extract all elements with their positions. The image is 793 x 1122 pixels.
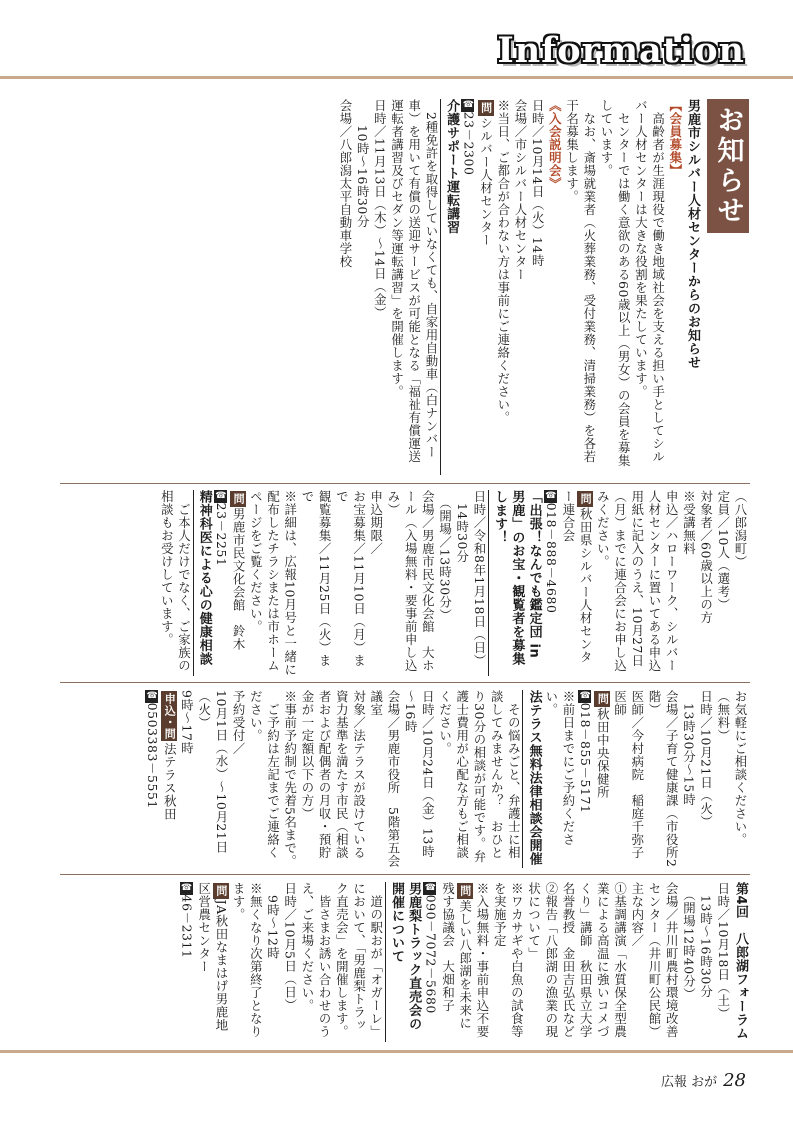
kaigo-time: 10時～16時30分 — [355, 125, 371, 228]
nashi-title: 男鹿梨トラック直売会の開催について — [385, 882, 422, 1042]
kantei-d2: 観覧募集／11月25日（火）まで — [299, 490, 333, 667]
seishin-p2: お気軽にご相談ください。 — [733, 690, 748, 846]
hachiro-item3: ※ワカサギや白魚の試食等を実施予定 — [492, 882, 525, 1038]
kantei-tel: 23－2251 — [213, 502, 229, 567]
seishin-venue: 会場／子育て健康課（市役所2階） — [646, 690, 680, 868]
phone-icon: ☎ — [147, 691, 158, 702]
kantei-venue: 会場／男鹿市民文化会館 大ホール（入場無料・要事前申し込み） — [385, 490, 436, 672]
houterasu-p1: その悩みごと、弁護士に相談してみませんか？ おひとり30分の相談が可能です。弁護士費用が心配な方もご相談ください。 — [437, 690, 522, 863]
silver-center-article — [61, 99, 701, 475]
silver-recruit-tag: 【会員募集】 — [667, 99, 683, 177]
seishin-contact-label: 問 — [596, 693, 610, 705]
kaigo-p1: 2種免許を取得していなくても、自家用自動車（白ナンバー車）を用いて有償の送迎サービスが可能となる「福祉有償運送運転者講習及びセダン等運転講習」を開催します。 — [389, 99, 439, 463]
houterasu-note2: ご予約は左記までご連絡ください。 — [248, 690, 281, 859]
houterasu-tel: 0503383－5551 — [145, 702, 161, 809]
houterasu-venue: 会場／男鹿市役所 5階第五会議室 — [368, 690, 401, 868]
kantei-deadline: 申込期限／ — [368, 490, 384, 555]
band-divider-1 — [60, 483, 750, 484]
footer — [661, 1070, 746, 1091]
seishin-contact: 秋田中央保健所 — [595, 707, 611, 799]
middle-band — [59, 490, 749, 676]
silver2-contact: 秋田県シルバー人材センター連合会 — [560, 490, 594, 664]
silver2-contact-label: 問 — [579, 493, 593, 505]
hachiro-venue: 会場／井川町農村環境改善センター（井川町公民館） — [646, 882, 680, 1038]
nashi-date: 日時／10月5日（日） — [282, 882, 298, 1012]
silver-p1: 高齢者が生涯現役で働き地域社会を支える担い手としてシルバー人材センターは大きな役割を果たしています。 — [633, 99, 666, 463]
notice-badge-label: お知らせ — [712, 106, 744, 226]
seishin-date: 日時／10月21日（火） — [698, 690, 714, 828]
houterasu-date: 日時／10月24日（金）13時～16時 — [403, 690, 436, 858]
seishin-time: 13時30分～15時 — [681, 703, 697, 806]
nashi-contact-label: 問 — [214, 885, 228, 897]
silver-p2: センターでは働く意欲のある60歳以上（男女）の会員を募集しています。 — [598, 99, 632, 467]
kaigo-title: 介護サポート運転講習 — [440, 99, 460, 475]
nashi-time: 9時～12時 — [265, 895, 281, 960]
hachiro-free: ※入場無料・事前申込不要 — [474, 882, 490, 1038]
silver-venue: 会場／市シルバー人材センター — [512, 99, 528, 281]
silver-title: 男鹿市シルバー人材センターからのお知らせ — [685, 99, 700, 369]
kantei-note: ※詳細は、広報10月号と一緒に配布したチラシまたは市ホームページをご覧ください。 — [248, 490, 298, 676]
silver-p3: なお、斎場就業者（火葬業務、受付業務、清掃業務）を各若干名募集します。 — [564, 99, 597, 463]
houterasu-reserve-time: 9時～17時 — [179, 690, 195, 755]
hachiro-item2: ②報告「八郎湖の漁業の現状について」 — [526, 882, 559, 1038]
hachiro-title: 第4回 八郎湖フォーラム — [733, 882, 748, 1041]
hachiro-time: 13時～16時30分 — [698, 895, 714, 998]
seishin-p1: ご本人だけでなく、ご家族の相談もお受けしています。 — [159, 490, 192, 672]
phone-icon: ☎ — [463, 100, 474, 111]
nashi-p1: 道の駅おが「オガーレ」において、「男鹿梨トラック直売会」を開催します。 — [334, 882, 384, 1038]
silver-apply: 申込／ハローワーク、シルバー人材センターに置いてある申込用紙に記入のうえ、10月27日（月）までに連合会にお申し込みください。 — [595, 490, 680, 672]
silver-date: 日時／10月14日（火）14時 — [530, 99, 546, 267]
phone-icon: ☎ — [425, 883, 436, 894]
kaigo-date: 日時／11月13日（木）～14日（金） — [372, 99, 388, 319]
silver-contact: シルバー人材センター — [478, 116, 494, 247]
houterasu-target: 対象／法テラスが設けている資力基準を満たす市民（相談者および配偶者の月収・預貯金が一定額以下の方） — [299, 690, 367, 859]
hachiro-open: （開場12時40分） — [681, 895, 697, 1001]
houterasu-reserve: 予約受付／ — [231, 690, 247, 755]
nashi-note: ※無くなり次第終了となります。 — [231, 882, 264, 1038]
silver-target: 対象者／60歳以上の方 — [698, 490, 714, 624]
kantei-date: 日時／令和8年1月18日（日） — [471, 490, 487, 667]
kantei-d1: お宝募集／11月10日（月）まで — [334, 490, 367, 667]
phone-icon: ☎ — [580, 691, 591, 702]
hachiro-contact: 美しい八郎湖を未来に残す協議会 大畑和子 — [440, 882, 473, 1030]
band-divider-2 — [60, 682, 750, 683]
seishin-free: （無料） — [715, 690, 731, 742]
silver2-tel: 018－888－4680 — [543, 502, 559, 614]
kantei-title: 「出張！なんでも鑑定団 in 男鹿」のお宝・観覧者を募集します！ — [488, 490, 543, 676]
nashi-p2: 皆さまお誘い合わせのうえ、ご来場ください。 — [299, 882, 333, 1038]
lower-band — [59, 690, 749, 868]
silver-capacity: 定員／10人（選考） — [715, 490, 731, 611]
footer-label: 広報 おが — [660, 1075, 718, 1090]
hachiro-contact-label: 問 — [458, 885, 472, 897]
silver-seminar-tag: 《入会説明会》 — [547, 99, 563, 190]
page-number: 28 — [723, 1070, 746, 1091]
kantei-contact: 男鹿市民文化会館 鈴木 — [231, 507, 247, 651]
kantei-contact-label: 問 — [232, 493, 246, 505]
silver-tel: 23－2300 — [461, 111, 477, 176]
hachiro-item1: ①基調講演「水質保全型農業による高温に強いコメづくり」講師 秋田県立大学名誉教授 金田吉弘氏など — [560, 882, 628, 1038]
header-rule — [0, 76, 793, 79]
seishin-tel: 018－855－5171 — [578, 702, 594, 814]
kantei-time: 14時30分 — [454, 503, 470, 563]
houterasu-title: 法テラス無料法律相談会開催 — [522, 690, 542, 868]
phone-icon: ☎ — [215, 491, 226, 502]
silver-free: ※受講無料 — [681, 490, 697, 555]
bottom-band — [59, 882, 749, 1042]
page-title: Information — [497, 30, 745, 71]
seishin-note: ※前日までにご予約ください。 — [543, 690, 576, 846]
houterasu-note1: ※事前予約制で先着5名まで。 — [282, 690, 298, 868]
seishin-doctor: 医師／今村病院 稲庭千弥子医師 — [612, 690, 645, 859]
nashi-tel: 46－2311 — [179, 894, 195, 959]
silver-note: ※当日、ご都合が合わない方は事前にご連絡ください。 — [495, 99, 511, 424]
hachiro-tel: 090－7072－5680 — [423, 894, 439, 1014]
houterasu-contact-label: 申込・問 — [163, 693, 177, 740]
phone-icon: ☎ — [545, 491, 556, 502]
silver-venue2: （八郎潟町） — [733, 490, 748, 568]
kaigo-venue: 会場／八郎潟太平自動車学校 — [337, 99, 353, 268]
seishin-title: 精神科医による心の健康相談 — [193, 490, 213, 676]
houterasu-contact: 法テラス秋田 — [162, 742, 178, 821]
houterasu-reserve-period: 10月1日（水）～10月21日（火） — [196, 690, 229, 854]
kantei-open: （開場／13時30分） — [437, 503, 453, 622]
footer-rule — [0, 1050, 793, 1053]
hachiro-content: 主な内容／ — [629, 882, 645, 947]
silver-contact-label: 問 — [479, 102, 493, 114]
notice-badge — [707, 99, 749, 233]
band-divider-3 — [60, 874, 750, 875]
phone-icon: ☎ — [181, 883, 192, 894]
nashi-contact: JA秋田なまはげ男鹿地区営農センター — [196, 882, 229, 1032]
hachiro-date: 日時／10月18日（土） — [715, 882, 731, 1020]
